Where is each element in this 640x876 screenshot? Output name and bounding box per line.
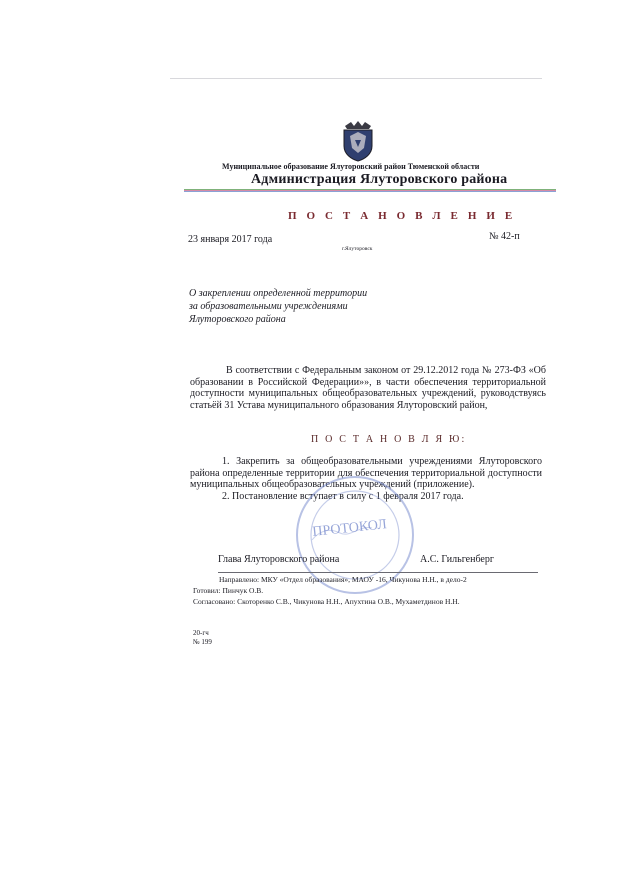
scan-top-line <box>170 78 542 79</box>
coat-of-arms-icon <box>341 120 375 162</box>
subject-line: О закреплении определенной территории <box>189 288 368 299</box>
subject-line: за образовательными учреждениями <box>189 301 348 312</box>
decree-city: г.Ялуторовск <box>342 246 373 252</box>
signature-divider <box>218 572 538 573</box>
preamble-paragraph: В соответствии с Федеральным законом от 29.12.2012 года № 273-ФЗ «Об образовании в Российской Федерации»», в части обеспечения территориальной доступности муниципальных общеобразовательных учреждений, руководствуясь статьёй 31 Устава муниципального образования Ялуторовский район, <box>190 365 546 411</box>
prepared-by-line: Готовил: Пинчук О.В. <box>193 586 264 595</box>
distribution-footer <box>193 574 553 607</box>
sent-to-line: Направлено: МКУ «Отдел образования», МАОУ -16, Чикунова Н.Н., в дело-2 <box>219 575 467 584</box>
header-color-band <box>184 189 556 193</box>
decree-point: 1. Закрепить за общеобразовательными учреждениями Ялуторовского района определенные территории для обеспечения территориальной доступности муниципальных общеобразовательных учреждений (приложение). <box>190 456 542 490</box>
organization-line: Муниципальное образование Ялуторовский район Тюменской области <box>222 162 480 171</box>
agreed-line: Согласовано: Скоторенко С.В., Чикунова Н.Н., Апухтина О.В., Мухаметдинов Н.Н. <box>193 597 460 606</box>
signatory-post: Глава Ялуторовского района <box>218 554 340 565</box>
decree-subject <box>189 287 419 326</box>
decree-number: № 42-п <box>489 231 520 242</box>
registration-code: 20-гч <box>193 629 209 637</box>
subject-line: Ялуторовского района <box>189 314 286 325</box>
decree-point: 2. Постановление вступает в силу с 1 февраля 2017 года. <box>222 490 464 502</box>
stamp-text: ПРОТОКОЛ <box>311 517 388 540</box>
registration-number: № 199 <box>193 638 212 646</box>
decree-date: 23 января 2017 года <box>188 234 273 245</box>
decree-title: П О С Т А Н О В Л Е Н И Е <box>288 210 516 222</box>
administration-title: Администрация Ялуторовского района <box>251 172 508 187</box>
resolve-heading: П О С Т А Н О В Л Я Ю: <box>311 434 467 445</box>
registration-meta <box>193 629 212 647</box>
signatory-name: А.С. Гильгенберг <box>420 554 494 565</box>
